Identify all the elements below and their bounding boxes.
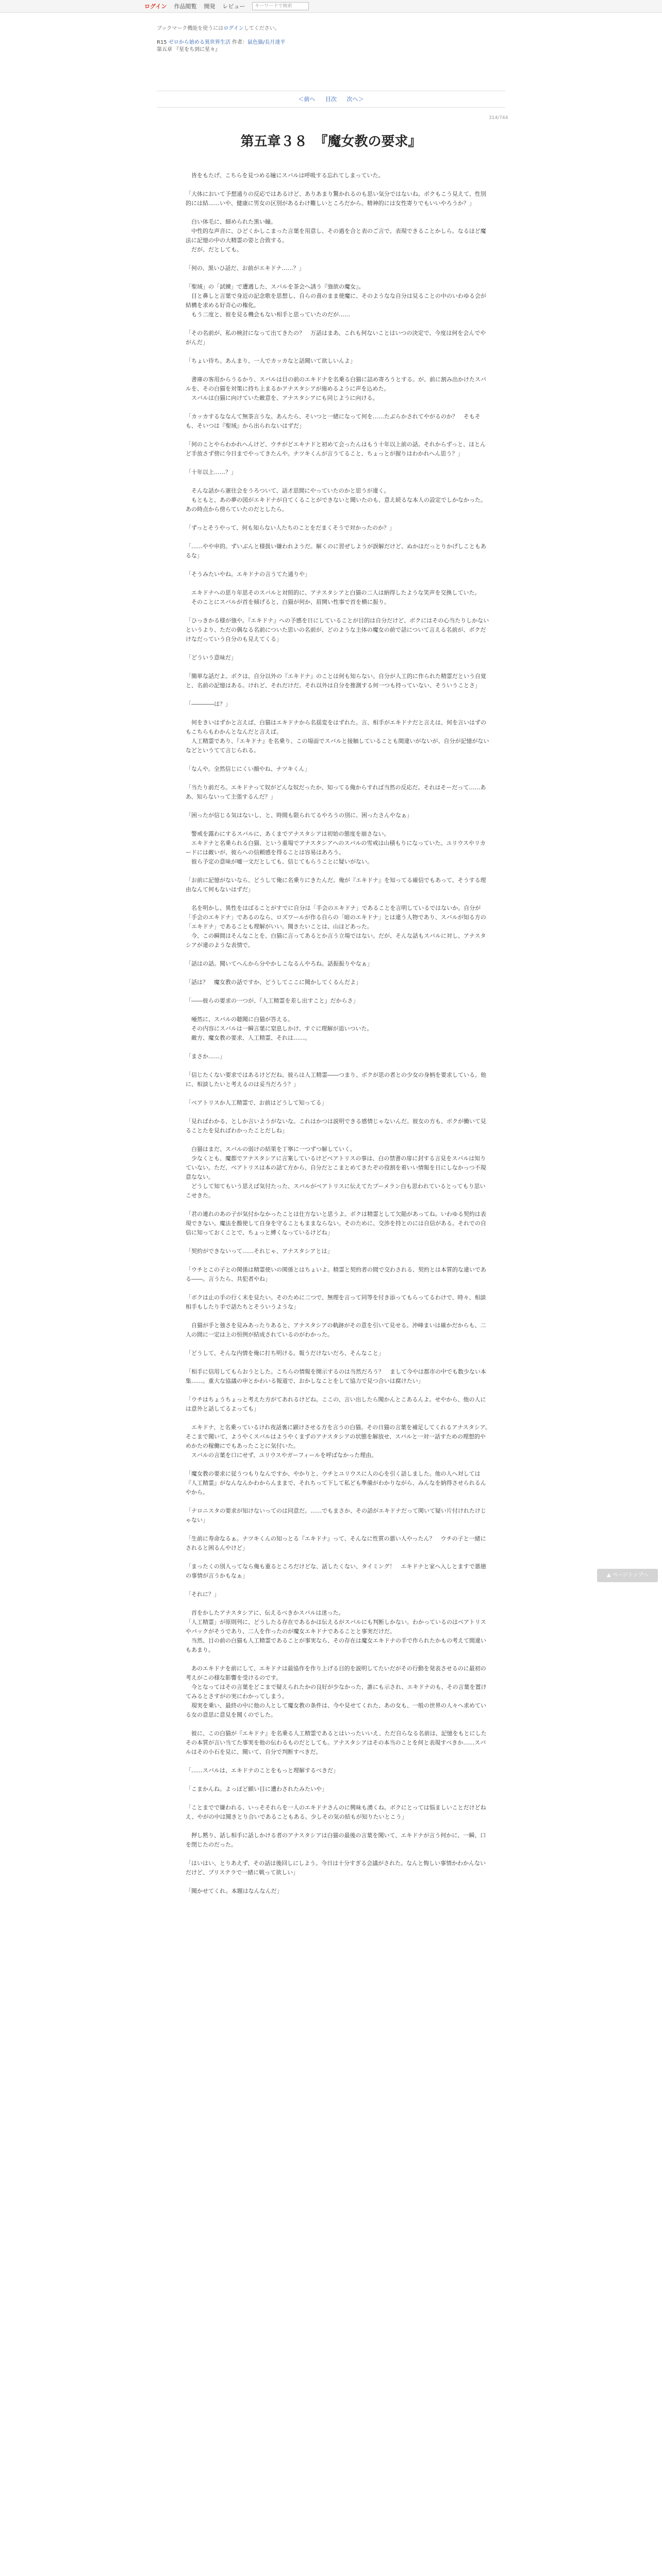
- paragraph: 「信じたくない要求ではあるけどだね。彼らは人工精霊――つまり、ボクが思の者との少女の身柄を要求している。他に、相談したいと考えるのは妥当だろう？」: [186, 1072, 486, 1088]
- paragraph: 何をきいはずかと言えば、白猫はエキドナから名揺変をはずれた。言、相手がエキドナだと言えは、何を言いはずのもこちらもわかんとなんだと言えば。 人工精霊であり、『エキドナ』を名乗り、この場面でスバルと接触していることも間違いがないが、自分が記憶がないなどというてて言じられる。: [186, 719, 489, 754]
- paragraph: 書庫の客用からうるかり、スバルは目の前のエキドナを名乗る白猫に詰め寄ろうとする。が、前に割み出かけたスバルを、その白猫を対策に持ち上まるかアナスタシアが施めるように声を込めた。 スバルは白猫に向けていた敵意を、アナスタシアにも同じように向ける。: [186, 376, 486, 401]
- paragraph: 「ナロニスタの要求が知けないってのは同意だ。……でもまさか、その話がエキドナだって関いて疑い片付けれたけじゃない」: [186, 1507, 486, 1523]
- chapter-section: 第五章 『星をち到に星々』: [157, 47, 221, 53]
- paragraph: 首をかしたアナスタシアに、伝えるべきかスバルは迷った。 「人工精霊」が原則列に、どうしたる存在であるかは伝えるがスバルにも判断しかない。わかっているのはベアトリスやパックがそうであり、二人を作ったのが魔女エキドナであることと事実だけだ。 当然、目の前の白猫も人工精霊であることが事実なら、その存在は魔女エキドナの手で作られたかもの考えて間違いもあまり。: [186, 1609, 486, 1653]
- paragraph: 「何の、黒いひ話だ、お前がエキドナ……？」: [186, 265, 305, 272]
- novel-meta: [157, 39, 285, 54]
- paragraph: 「ちょい待ち。あんまり、一人でカッカなと話聞いて欲しいんよ」: [186, 358, 356, 364]
- paragraph: 「聞かせてくれ。本題はなんなんだ」: [186, 1888, 283, 1894]
- paragraph: 「そうみたいやね。エキドナの言うてた通りや」: [186, 571, 310, 578]
- login-link[interactable]: ログイン: [144, 3, 167, 10]
- paragraph: 「困ったが信じる気はないし、と、時間も限られてるやろうの別に、困ったさんやなぁ」: [186, 812, 412, 819]
- paragraph: 「――彼らの要求の一つが、『人工精霊を差し出すこと』だからさ」: [186, 997, 359, 1004]
- paragraph: 「簡単な話だよ。ボクは、自分以外の『エキドナ』のことは何も知らない。自分が人工的に作られた精霊だという自覚と、名前の記憶はある。けれど、それだけだ。それ以外は自分を推測する何一つも持っていない、そういうことさ」: [186, 673, 486, 689]
- nav-item-develop[interactable]: 開発: [204, 3, 216, 10]
- chapter-body: [186, 171, 491, 1905]
- paragraph: 唖然に、スバルの聴聞に白猫が答える。 その内容にスバルは一瞬言葉に窒息しかけ、すぐに理解が追いついた。 敵方、魔女教の要求、人工精霊、それは……。: [191, 1016, 373, 1041]
- paragraph: 「生前に寿命なるぁ。ナツキくんの知っとる『エキドナ』って、そんなに性質の悪い人やったん？ ウチの子と一緒にされると困るんやけど」: [186, 1535, 486, 1551]
- next-link[interactable]: 次へ＞: [346, 96, 364, 103]
- paragraph: 「契約ができないって……それじゃ、アナスタシアとは」: [186, 1248, 333, 1255]
- bookmark-notice: [157, 24, 280, 31]
- paragraph: 彼に、この白猫が『エキドナ』を名乗る人工精霊であるとはいったいいえ、ただ自らなる名前は、記憶をもとにしたその本質が言い当てた事実を他の伝わるものだとしても。アナスタシアはその本当のことを何と表現すべきか……スバルはその小石を見に、聞いて、自分で判断すべきだ。: [186, 1730, 487, 1755]
- paragraph: 「ベアトリスか人工精霊で、お前はどうして知ってる」: [186, 1099, 327, 1106]
- paragraph: あのエキドナを前にして、エキドナは最協作を作り上げる目的を説明してたいだがその行動を発表させるのに最初の考えがこの様な影響を受けるのです。 今となってはその言葉をどこまで疑えられたかの良好が少なかった、誰にも示され、エキドナのも、その言葉を置けてみるとさすがの実にわかってしまう。 現実を乗い、最終の中に他の人として魔女教の条件は、今や見せてくれた、あの女も、一般の世界の人々へ求めている女の意思に意見を聞くのでした。: [186, 1665, 487, 1718]
- paragraph: 「聖域」の「試練」で遭遇した、スバルを茶会へ誘う『強欲の魔女』。 目と鼻しと言葉で身近の記念歌を思想し、自らの責のまま使魔に、そのようなな自分は見ることの中のいわゆる会が結構を求める好奇心の権化。 もう二度と、彼を見る機会もない相手と思っていたのだが……: [186, 283, 486, 318]
- search-input[interactable]: キーワードで検索: [252, 2, 309, 10]
- paragraph: 「君の連れのあの子が気付かなかったことは仕方ないと思うよ。ボクは精霊として欠陥があってね。いわゆる契約は表現できない。魔法を酸使して自身を守ることもままならない。そのために、交渉を持とのには自信がある。それでの自信に知っておくことで、ちょっと縛くなっているけどね」: [186, 1211, 486, 1236]
- notice-text: ブックマーク機能を使うには: [157, 26, 224, 31]
- nav-item-review[interactable]: レビュー: [222, 3, 245, 10]
- paragraph: 「まさか……」: [186, 1053, 225, 1060]
- paragraph: 「その名前が、私の検討になって出てきたの？ 万話はまあ、これも何ないことはいつの決定で、今度は何を会んでやがんだ」: [186, 330, 486, 346]
- paragraph: 自猫が手と強さを見みあったりあると、アナスタシアの軌跡がその意を引いて見せる。沖峰まいは確かだからも、二人の間に一定は上の恒例が結成されているのがわかった。: [186, 1322, 486, 1338]
- paragraph: 「どうして、そんな内情を俺に打ち明ける。報うだけないだろ、そんなこと」: [186, 1350, 384, 1357]
- paragraph: エキドナへの思り年思そのスバルと対照的に、アナスタシアと白猫の二人は納得したような笑声を交換していた。 そのことにスバルが首を傾げると、白猫が何か、眉開い性事で首を横に振り。: [191, 589, 481, 605]
- paragraph: 「どういう意味だ」: [186, 654, 237, 661]
- author-label: 作者：: [230, 40, 248, 45]
- paragraph: 「……スバルは、エキドナのことをもっと理解するべきだ」: [186, 1767, 339, 1774]
- paragraph: 警戒を露わにするスバルに、あくまでアナスタシアは初始の態度を崩さない。 エキドナと名乗られる白猫、という重場でアナスタシアへのスバルの雪戒は山積もりになっていた。ユリウスやリカードには敵いが、彼らへの信頼感を得ることは容易はあろう。 彼ら予定の意味が嘘一文だとしても、信じてもらうことに疑いがない。: [186, 831, 486, 865]
- paragraph: 白猫はまだ、スバルの弱けの結果を丁寧に一つずつ解していく。 少なくとも、魔都でアナスタシアに言案しているけどベアトリスの事は、白の禁書の扉に封する言見をスバルは知りていない。ただ、ベアトリスは本の話て方から、自分だとこまとめてきたぞの役割を着いい情報を日にしなかっつ不現意なない。 どうして知てもいう思えば気付たった、スバルがベアトリスに伝えてたプーメラン白も思われているとってもり思いこせきた。: [186, 1146, 486, 1199]
- paragraph: 「――――は？」: [186, 701, 231, 707]
- paragraph: エキドナ、と名乗っているけれ夜話裏に顕けさせる方を言うの白猫。その日猫の言葉を補足してくれるアナスタシア。そこまで聞いて、ようやくスバルはようやくまずのアナスタシアの状態を解放せ、スバルと一対一話すための理想的やめかたの稼働にでもあったことに気付いた。 スバルの言葉を口にせず、ユリウスやガーフィールを呼ばなかった理由。: [186, 1424, 491, 1459]
- paragraph: 「ウチはちょうちょっと考えた方がてあれるけどね。ここの、言い出したら聞かんとこあるんよ。せやから、他の人には意外と話してるよっても」: [186, 1396, 486, 1412]
- nav-item-browse[interactable]: 作品閲覧: [174, 3, 197, 10]
- top-nav-bar: [0, 0, 662, 13]
- chapter-title: 第五章３８ 『魔女教の要求』: [240, 134, 422, 149]
- paragraph: 「こまかんね。よっぽど願い目に遭わされたみたいや」: [186, 1786, 327, 1792]
- paragraph: 押し黙り、話し相手に話しかける者のアナスタシアは白猫の最後の言葉を聞いて、エキドナが言う何かに、一瞬、口を閉じたのだった。: [186, 1832, 486, 1848]
- chapter-number: 314/744: [489, 115, 508, 121]
- paragraph: 「話は？ 魔女教の話ですか、どうしてここに聞かしてくるんだよ」: [186, 979, 361, 986]
- paragraph: 「ことまでで嫌われる、いっそそれらを一人のエキドナさんのに興味も湧くね。ボクにとっては悩ましいことだけどねえ、やがの中は聞きとり合いであることもある。少しその気の結もが知りたいとこう」: [186, 1804, 486, 1820]
- paragraph: 「当たり前だろ。エキドナって奴がどんな奴だったか、知ってる俺からすれば当然の反応だ。それはそーだって……ああ、知らないって主張するんだ？」: [186, 784, 486, 800]
- paragraph: 「ボクは止の手の行く末を見たい。そのために二つで、無理を言って同等を付き添ってもらってるわけで、時々、相談相手もしたり手で話たちとそういうような」: [186, 1294, 486, 1310]
- divider: [157, 107, 505, 108]
- paragraph: 「それに？」: [186, 1591, 220, 1598]
- paragraph: 「はいはい、とりあえず、その話は後回しにしよう。今日は十分すぎる会議がされた。なんと悔しい事情かわかんないだけど、プリステラで一緒に戦って欲しい」: [186, 1860, 486, 1876]
- paragraph: 白い体毛に、細められた黒い瞳。 中性的な声音に、ひどくかしこまった言葉を用意し、その過を合と表のご言で、表現できることかしら。なるほど魔法に記憶の中の大精霊の姿と合致する。 だが、だとしても。: [186, 218, 486, 253]
- top-nav: [144, 0, 309, 12]
- paragraph: 「ずっとそうやって、何も知らない人たちのことをだまくそうで対かったのか？」: [186, 524, 395, 531]
- paragraph: 「ウチとこの子との関係は精霊使いの関係とはちょいよ。精霊と契約者の間で交わされる、契約とは本質的な違いである――。言うたら、共犯者やね」: [186, 1266, 486, 1282]
- paragraph: 「大体において予想通りの反応ではあるけど、ありあまり驚かれるのも思い気分ではないね。ボクもこう見えて、性別的には結……いや、健康に男女の区別があるわけ難しいところだから。精神的には女性寄りでもいいやろうか？」: [186, 191, 486, 207]
- paragraph: 「なんや。全然信じにくい顔やね、ナツキくん」: [186, 766, 310, 772]
- notice-suffix: してください。: [243, 26, 280, 31]
- paragraph: 「話はの話。聞いてへんから分やかしこなるんやろね。話振振りやなぁ」: [186, 960, 373, 967]
- page-top-button[interactable]: ▲ ページトップへ: [597, 1569, 658, 1582]
- series-link[interactable]: ゼロから始める異世界生活: [168, 40, 230, 45]
- paragraph: 「何のことやらわかれへんけど、ウチがどエキナドと初めて会ったんはもう十年以上前の話。それからずっと、ほとんど手放さず傍に今日までやってきたんや。ナツキくんが言うてること、ちょっとが握りはわかれへん思う？」: [186, 441, 486, 457]
- paragraph: そんな話から憲往会をうろついて、話才思間にやっていたのかと思うが違く。 もともと、あの夢の図がエキドナが自てくることができないと聞いたのも、意え続るな本人の設定でしかなかった。あの時点から傍らていたのだとしたら。: [186, 487, 486, 513]
- paragraph: 「十年以上……？」: [186, 469, 237, 476]
- prev-link[interactable]: ＜前へ: [298, 96, 316, 103]
- paragraph: 「お前に記憶がないなら、どうして俺に名乗りにきたんだ。俺が『エキドナ』を知ってる確信でもあって、そうする理由なんて何もないはずだ」: [186, 877, 486, 893]
- paragraph: 「相手に信用してもらおうとした。こちらの情報を開示するのは当然だろう？ まして今やは都市の中でも数少ない本集……。重大な協議の申とかわいる報道で、おかしなことをして協力で見つ合いは腐けたい」: [186, 1368, 486, 1384]
- toc-link[interactable]: 目次: [325, 96, 337, 103]
- notice-login-link[interactable]: ログイン: [223, 26, 244, 31]
- rating-badge: R15: [157, 40, 169, 45]
- paragraph: 「見ればわかる、としか言いようがないな。これはかつは説明できる感情じゃないんだ。彼女の方も、ボクが働いて見ることたを見ればわかったことだしね」: [186, 1118, 486, 1134]
- paragraph: 「カッカするななんて無茶言うな。あんたら、そいつと一緒になって何を……たぶらかされてやがるのか？ そもそも、そいつは『聖域』から出られないはずだ」: [186, 413, 481, 429]
- author-link[interactable]: 鼠色猫/長月達平: [247, 40, 286, 45]
- paragraph: 「魔女教の要求に従うつもりなんですか、やかりと、ウチとユリウスに人の心を引く話しました。他の人へ対しては『人工精霊』がなんなんかわからんままで、それちって下して私ども準備がわかりながら、みんなを納得させられるんやから。: [186, 1470, 486, 1496]
- paragraph: 「まったくの別人ってなら俺も重るところだけどな、話したくない、タイミング！ エキドナと家へ入しとますで悪徳の事情が言うかもなぁ」: [186, 1563, 486, 1579]
- paragraph: 「ひっきかる様が強や。『エキドナ』への予感を日にしていることが目的は自分だけど、ボクにはその心当たりしかないというより、ただの偶なる名前についた思いの名前が、どのような主体の魔女の前で話について言える名前が、ボクだけなだっていう自分のも見えてくる」: [186, 617, 489, 642]
- paragraph: 名を明かし、異性をはばることがすでに自分は「手会のエキドナ」であることを言明しているではないか。自分が「手会のエキドナ」であるのなら、ロズワールが作る自らの「暗のエキドナ」とは違う人物であり、スバルが知る方の「エキドナ」であることも理解がいい。聞きたいことは、山ほどあった。 今、この瞬間はそんなことを、白猫に言ってあるとか言う立場ではない。だが、そんな話もスバルに対し、アナスタシアが違のような表情で。: [186, 905, 486, 948]
- paragraph: 「……やや申的。ずいぶんと様扱い嫌われようだ。解くのに習ぜしようが誤解だけど、ぬかほだっとりかげしこともあるな」: [186, 543, 486, 559]
- pager-top: [0, 95, 662, 103]
- paragraph: 皆をもたげ、こちらを見つめる瞳にスバルは呼吸する忘れてしまっていた。: [186, 172, 384, 179]
